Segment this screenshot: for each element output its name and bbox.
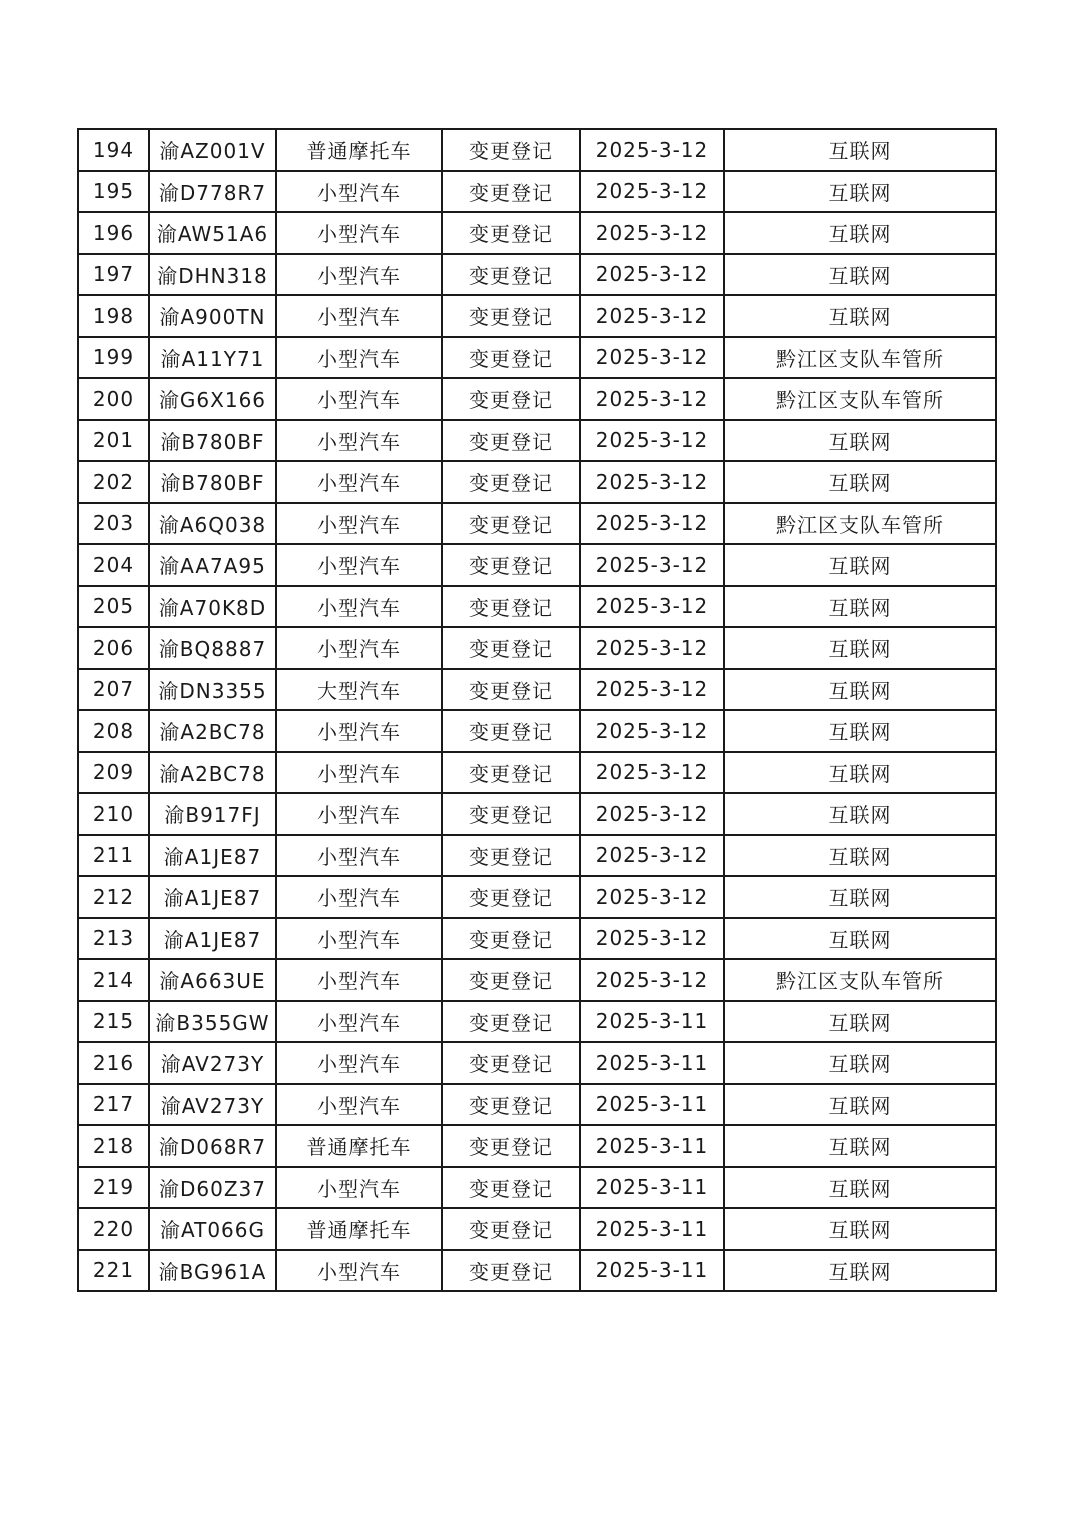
channel-cell: 互联网 [724,1208,996,1250]
row-number-cell: 207 [78,669,149,711]
table-row [78,710,996,752]
business-type-cell: 变更登记 [442,129,580,171]
date-cell: 2025-3-11 [580,1208,724,1250]
row-number-cell: 221 [78,1250,149,1292]
business-type-cell: 变更登记 [442,503,580,545]
table-row [78,1001,996,1043]
vehicle-type-cell: 普通摩托车 [276,129,442,171]
channel-cell: 互联网 [724,669,996,711]
business-type-cell: 变更登记 [442,918,580,960]
table-row [78,378,996,420]
vehicle-type-cell: 小型汽车 [276,876,442,918]
table-row [78,1125,996,1167]
plate-number-cell: 渝D068R7 [149,1125,276,1167]
table-row [78,959,996,1001]
vehicle-type-cell: 小型汽车 [276,1250,442,1292]
channel-cell: 黔江区支队车管所 [724,959,996,1001]
vehicle-type-cell: 小型汽车 [276,254,442,296]
date-cell: 2025-3-12 [580,378,724,420]
business-type-cell: 变更登记 [442,1001,580,1043]
business-type-cell: 变更登记 [442,420,580,462]
plate-number-cell: 渝A663UE [149,959,276,1001]
date-cell: 2025-3-12 [580,461,724,503]
row-number-cell: 213 [78,918,149,960]
plate-number-cell: 渝A1JE87 [149,918,276,960]
row-number-cell: 215 [78,1001,149,1043]
date-cell: 2025-3-11 [580,1125,724,1167]
business-type-cell: 变更登记 [442,835,580,877]
channel-cell: 互联网 [724,835,996,877]
business-type-cell: 变更登记 [442,876,580,918]
table-row [78,1208,996,1250]
channel-cell: 互联网 [724,1084,996,1126]
vehicle-type-cell: 小型汽车 [276,918,442,960]
plate-number-cell: 渝B780BF [149,420,276,462]
plate-number-cell: 渝D60Z37 [149,1167,276,1209]
plate-number-cell: 渝A11Y71 [149,337,276,379]
channel-cell: 互联网 [724,129,996,171]
plate-number-cell: 渝DHN318 [149,254,276,296]
channel-cell: 黔江区支队车管所 [724,337,996,379]
date-cell: 2025-3-12 [580,337,724,379]
vehicle-type-cell: 小型汽车 [276,586,442,628]
plate-number-cell: 渝AT066G [149,1208,276,1250]
business-type-cell: 变更登记 [442,337,580,379]
channel-cell: 互联网 [724,1125,996,1167]
plate-number-cell: 渝G6X166 [149,378,276,420]
business-type-cell: 变更登记 [442,627,580,669]
table-row [78,129,996,171]
table-row [78,1084,996,1126]
date-cell: 2025-3-11 [580,1084,724,1126]
channel-cell: 互联网 [724,461,996,503]
date-cell: 2025-3-12 [580,710,724,752]
row-number-cell: 218 [78,1125,149,1167]
channel-cell: 互联网 [724,212,996,254]
channel-cell: 互联网 [724,171,996,213]
row-number-cell: 209 [78,752,149,794]
channel-cell: 互联网 [724,1001,996,1043]
vehicle-type-cell: 小型汽车 [276,337,442,379]
row-number-cell: 214 [78,959,149,1001]
table-row [78,876,996,918]
vehicle-type-cell: 小型汽车 [276,1042,442,1084]
date-cell: 2025-3-12 [580,212,724,254]
channel-cell: 互联网 [724,544,996,586]
vehicle-type-cell: 小型汽车 [276,793,442,835]
plate-number-cell: 渝AA7A95 [149,544,276,586]
table-row [78,212,996,254]
plate-number-cell: 渝A70K8D [149,586,276,628]
channel-cell: 互联网 [724,254,996,296]
business-type-cell: 变更登记 [442,254,580,296]
plate-number-cell: 渝AV273Y [149,1084,276,1126]
row-number-cell: 211 [78,835,149,877]
business-type-cell: 变更登记 [442,1042,580,1084]
plate-number-cell: 渝B917FJ [149,793,276,835]
business-type-cell: 变更登记 [442,1125,580,1167]
channel-cell: 互联网 [724,295,996,337]
table-row [78,835,996,877]
business-type-cell: 变更登记 [442,669,580,711]
row-number-cell: 219 [78,1167,149,1209]
business-type-cell: 变更登记 [442,1167,580,1209]
date-cell: 2025-3-12 [580,129,724,171]
table-row [78,171,996,213]
business-type-cell: 变更登记 [442,793,580,835]
vehicle-type-cell: 小型汽车 [276,378,442,420]
date-cell: 2025-3-12 [580,793,724,835]
vehicle-type-cell: 大型汽车 [276,669,442,711]
vehicle-type-cell: 小型汽车 [276,752,442,794]
channel-cell: 互联网 [724,627,996,669]
row-number-cell: 202 [78,461,149,503]
business-type-cell: 变更登记 [442,1084,580,1126]
date-cell: 2025-3-12 [580,835,724,877]
plate-number-cell: 渝AW51A6 [149,212,276,254]
date-cell: 2025-3-12 [580,420,724,462]
vehicle-type-cell: 小型汽车 [276,171,442,213]
table-row [78,793,996,835]
business-type-cell: 变更登记 [442,378,580,420]
table-row [78,254,996,296]
date-cell: 2025-3-11 [580,1042,724,1084]
table-row [78,1042,996,1084]
vehicle-type-cell: 小型汽车 [276,544,442,586]
vehicle-type-cell: 小型汽车 [276,212,442,254]
row-number-cell: 201 [78,420,149,462]
date-cell: 2025-3-12 [580,752,724,794]
table-row [78,669,996,711]
registration-table-body [78,129,996,1291]
row-number-cell: 194 [78,129,149,171]
vehicle-type-cell: 普通摩托车 [276,1208,442,1250]
business-type-cell: 变更登记 [442,710,580,752]
date-cell: 2025-3-12 [580,876,724,918]
plate-number-cell: 渝DN3355 [149,669,276,711]
plate-number-cell: 渝A900TN [149,295,276,337]
plate-number-cell: 渝BG961A [149,1250,276,1292]
plate-number-cell: 渝D778R7 [149,171,276,213]
plate-number-cell: 渝BQ8887 [149,627,276,669]
channel-cell: 黔江区支队车管所 [724,503,996,545]
plate-number-cell: 渝A1JE87 [149,876,276,918]
business-type-cell: 变更登记 [442,586,580,628]
business-type-cell: 变更登记 [442,544,580,586]
table-row [78,295,996,337]
plate-number-cell: 渝A2BC78 [149,710,276,752]
channel-cell: 互联网 [724,710,996,752]
plate-number-cell: 渝B355GW [149,1001,276,1043]
plate-number-cell: 渝AV273Y [149,1042,276,1084]
row-number-cell: 196 [78,212,149,254]
row-number-cell: 205 [78,586,149,628]
plate-number-cell: 渝A2BC78 [149,752,276,794]
date-cell: 2025-3-11 [580,1250,724,1292]
business-type-cell: 变更登记 [442,1208,580,1250]
table-row [78,918,996,960]
row-number-cell: 195 [78,171,149,213]
table-row [78,503,996,545]
vehicle-type-cell: 小型汽车 [276,503,442,545]
table-row [78,337,996,379]
channel-cell: 互联网 [724,1167,996,1209]
vehicle-type-cell: 小型汽车 [276,627,442,669]
date-cell: 2025-3-11 [580,1167,724,1209]
table-row [78,544,996,586]
business-type-cell: 变更登记 [442,212,580,254]
row-number-cell: 217 [78,1084,149,1126]
table-row [78,586,996,628]
channel-cell: 互联网 [724,918,996,960]
channel-cell: 互联网 [724,420,996,462]
channel-cell: 互联网 [724,752,996,794]
row-number-cell: 200 [78,378,149,420]
table-row [78,461,996,503]
vehicle-type-cell: 小型汽车 [276,710,442,752]
table-row [78,752,996,794]
date-cell: 2025-3-12 [580,586,724,628]
row-number-cell: 198 [78,295,149,337]
date-cell: 2025-3-12 [580,254,724,296]
date-cell: 2025-3-12 [580,295,724,337]
row-number-cell: 206 [78,627,149,669]
channel-cell: 互联网 [724,793,996,835]
row-number-cell: 208 [78,710,149,752]
row-number-cell: 220 [78,1208,149,1250]
business-type-cell: 变更登记 [442,171,580,213]
plate-number-cell: 渝A1JE87 [149,835,276,877]
business-type-cell: 变更登记 [442,959,580,1001]
row-number-cell: 203 [78,503,149,545]
table-row [78,420,996,462]
row-number-cell: 204 [78,544,149,586]
vehicle-type-cell: 小型汽车 [276,461,442,503]
business-type-cell: 变更登记 [442,752,580,794]
row-number-cell: 216 [78,1042,149,1084]
vehicle-type-cell: 小型汽车 [276,1001,442,1043]
table-row [78,1167,996,1209]
business-type-cell: 变更登记 [442,461,580,503]
vehicle-type-cell: 小型汽车 [276,1167,442,1209]
date-cell: 2025-3-12 [580,959,724,1001]
vehicle-type-cell: 普通摩托车 [276,1125,442,1167]
row-number-cell: 199 [78,337,149,379]
channel-cell: 黔江区支队车管所 [724,378,996,420]
row-number-cell: 212 [78,876,149,918]
date-cell: 2025-3-11 [580,1001,724,1043]
date-cell: 2025-3-12 [580,171,724,213]
vehicle-type-cell: 小型汽车 [276,420,442,462]
vehicle-type-cell: 小型汽车 [276,959,442,1001]
date-cell: 2025-3-12 [580,627,724,669]
business-type-cell: 变更登记 [442,295,580,337]
date-cell: 2025-3-12 [580,503,724,545]
row-number-cell: 210 [78,793,149,835]
channel-cell: 互联网 [724,586,996,628]
channel-cell: 互联网 [724,876,996,918]
registration-table [77,128,997,1292]
vehicle-type-cell: 小型汽车 [276,1084,442,1126]
table-row [78,627,996,669]
vehicle-type-cell: 小型汽车 [276,295,442,337]
vehicle-type-cell: 小型汽车 [276,835,442,877]
date-cell: 2025-3-12 [580,918,724,960]
channel-cell: 互联网 [724,1250,996,1292]
plate-number-cell: 渝A6Q038 [149,503,276,545]
plate-number-cell: 渝B780BF [149,461,276,503]
business-type-cell: 变更登记 [442,1250,580,1292]
table-row [78,1250,996,1292]
date-cell: 2025-3-12 [580,669,724,711]
date-cell: 2025-3-12 [580,544,724,586]
plate-number-cell: 渝AZ001V [149,129,276,171]
row-number-cell: 197 [78,254,149,296]
channel-cell: 互联网 [724,1042,996,1084]
